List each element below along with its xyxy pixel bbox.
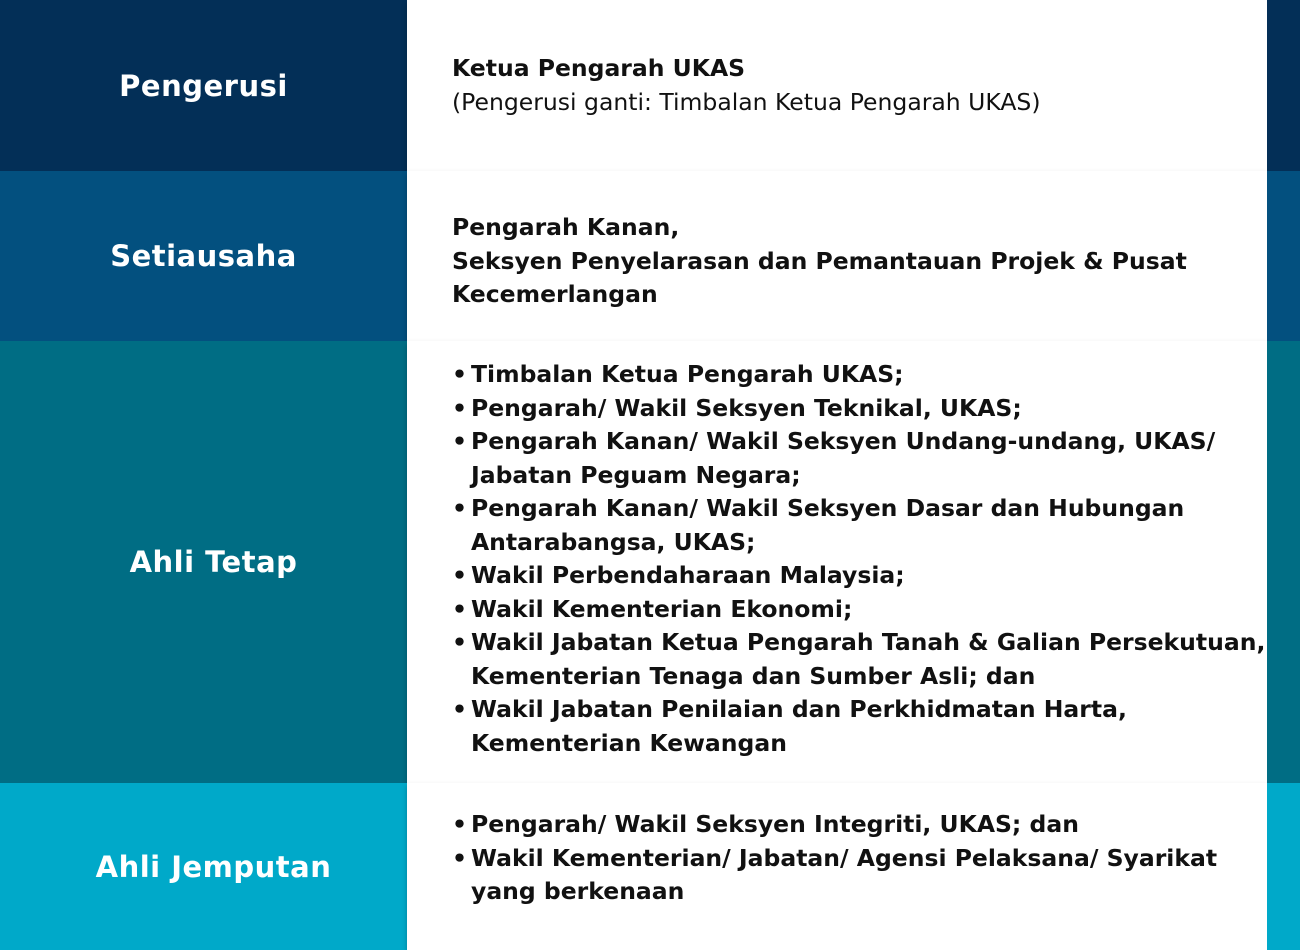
- secretary-line: Seksyen Penyelarasan dan Pemantauan Projek & Pusat: [452, 246, 1187, 275]
- list-item: • Timbalan Ketua Pengarah UKAS;: [452, 358, 1265, 392]
- permanent-members-list: [452, 358, 1265, 760]
- role-label-setiausaha: Setiausaha: [0, 171, 407, 341]
- invited-members-list: [452, 808, 1217, 909]
- row-edge-strip: [1267, 341, 1300, 783]
- list-item: • Pengarah/ Wakil Seksyen Integriti, UKAS; dan: [452, 808, 1217, 842]
- row-edge-strip: [1267, 0, 1300, 171]
- row-ahli-jemputan: [0, 783, 1300, 950]
- list-item: • Wakil Jabatan Penilaian dan Perkhidmatan Harta, Kementerian Kewangan: [452, 693, 1265, 760]
- row-setiausaha: [0, 171, 1300, 341]
- list-item: • Wakil Kementerian/ Jabatan/ Agensi Pelaksana/ Syarikat yang berkenaan: [452, 842, 1217, 909]
- secretary-line: Kecemerlangan: [452, 280, 658, 308]
- row-edge-strip: [1267, 783, 1300, 950]
- role-detail-setiausaha: [407, 171, 1267, 341]
- alternate-chair-note: (Pengerusi ganti: Timbalan Ketua Pengarah UKAS): [452, 87, 1041, 116]
- list-item: • Wakil Perbendaharaan Malaysia;: [452, 559, 1265, 593]
- role-label-ahli-jemputan: Ahli Jemputan: [0, 783, 407, 950]
- secretary-line: Pengarah Kanan,: [452, 213, 680, 241]
- row-pengerusi: [0, 0, 1300, 171]
- role-detail-ahli-jemputan: [407, 783, 1267, 950]
- row-ahli-tetap: [0, 341, 1300, 783]
- role-detail-ahli-tetap: [407, 341, 1267, 783]
- list-item: • Wakil Kementerian Ekonomi;: [452, 593, 1265, 627]
- list-item: • Pengarah Kanan/ Wakil Seksyen Dasar dan Hubungan Antarabangsa, UKAS;: [452, 492, 1265, 559]
- list-item: • Pengarah/ Wakil Seksyen Teknikal, UKAS;: [452, 392, 1265, 426]
- list-item: • Wakil Jabatan Ketua Pengarah Tanah & Galian Persekutuan, Kementerian Tenaga dan Sumber Asli; dan: [452, 626, 1265, 693]
- role-detail-pengerusi: [407, 0, 1267, 171]
- row-edge-strip: [1267, 171, 1300, 341]
- role-label-pengerusi: Pengerusi: [0, 0, 407, 171]
- role-label-ahli-tetap: Ahli Tetap: [0, 341, 407, 783]
- chair-title: Ketua Pengarah UKAS: [452, 54, 746, 82]
- list-item: • Pengarah Kanan/ Wakil Seksyen Undang-undang, UKAS/ Jabatan Peguam Negara;: [452, 425, 1265, 492]
